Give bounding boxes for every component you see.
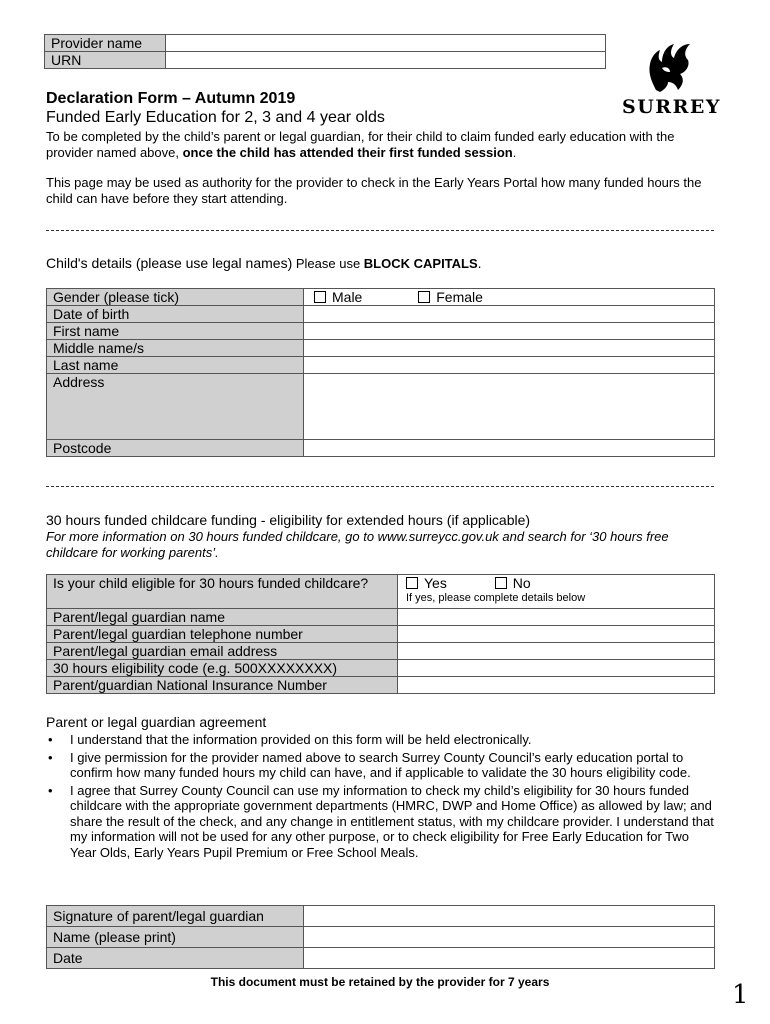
gender-options bbox=[304, 289, 715, 306]
print-name-label: Name (please print) bbox=[47, 927, 304, 948]
ni-number-label: Parent/guardian National Insurance Number bbox=[47, 677, 398, 694]
yes-label: Yes bbox=[424, 575, 447, 591]
child-section-title bbox=[46, 255, 482, 271]
first-name-field[interactable] bbox=[304, 323, 715, 340]
agreement-bullet-1: • I understand that the information provided on this form will be held electronically. bbox=[46, 732, 714, 748]
intro-text-end: . bbox=[512, 145, 517, 160]
surrey-logo-text: SURREY bbox=[622, 96, 721, 118]
last-name-field[interactable] bbox=[304, 357, 715, 374]
thirty-info-text: For more information on 30 hours funded childcare, go to www.surreycc.gov.uk and search for ‘30 hours free childcare for working parents’. bbox=[46, 529, 669, 560]
child-title-part1: Child's details (please use legal names) bbox=[46, 255, 293, 271]
eligibility-code-field[interactable] bbox=[398, 660, 715, 677]
yes-checkbox[interactable] bbox=[406, 577, 418, 589]
postcode-label: Postcode bbox=[47, 440, 304, 457]
surrey-logo bbox=[618, 38, 721, 122]
urn-label: URN bbox=[45, 52, 166, 69]
no-label: No bbox=[512, 575, 531, 591]
divider-2 bbox=[46, 486, 714, 487]
child-title-end: . bbox=[477, 255, 482, 271]
date-field[interactable] bbox=[304, 948, 715, 969]
address-label: Address bbox=[47, 374, 304, 440]
intro-text-part1: To be completed by the child’s parent or legal guardian, for their child to claim funded early education with the provider named above, bbox=[46, 129, 675, 160]
guardian-phone-field[interactable] bbox=[398, 626, 715, 643]
eligibility-code-label: 30 hours eligibility code (e.g. 500XXXXXXXX) bbox=[47, 660, 398, 677]
signature-table bbox=[46, 905, 715, 969]
signature-field[interactable] bbox=[304, 906, 715, 927]
dob-field[interactable] bbox=[304, 306, 715, 323]
guardian-name-field[interactable] bbox=[398, 609, 715, 626]
middle-name-label: Middle name/s bbox=[47, 340, 304, 357]
guardian-email-field[interactable] bbox=[398, 643, 715, 660]
thirty-section-title: 30 hours funded childcare funding - eligibility for extended hours (if applicable) bbox=[46, 512, 531, 528]
intro-text bbox=[46, 129, 722, 161]
date-label: Date bbox=[47, 948, 304, 969]
guardian-email-label: Parent/legal guardian email address bbox=[47, 643, 398, 660]
stag-icon bbox=[618, 38, 718, 98]
agreement-bullet-3: • I agree that Surrey County Council can use my information to check my child’s eligibility for 30 hours funded childcare with the appropriate government departments (HMRC, DWP and Home Office) as allowed by law; and share the result of the check, and any change in entitlement status, with my childcare provider. I understand that my information will not be used for any other purpose, or to check eligibility for Free Early Education for Two Year Olds, Early Years Pupil Premium or Free School Meals. bbox=[46, 783, 714, 861]
retain-note: This document must be retained by the provider for 7 years bbox=[210, 975, 550, 989]
yes-note: If yes, please complete details below bbox=[406, 592, 586, 604]
guardian-phone-label: Parent/legal guardian telephone number bbox=[47, 626, 398, 643]
ni-number-field[interactable] bbox=[398, 677, 715, 694]
authority-text: This page may be used as authority for the provider to check in the Early Years Portal how many funded hours the child can have before they start attending. bbox=[46, 175, 702, 206]
provider-name-label: Provider name bbox=[45, 35, 166, 52]
eligible-options bbox=[398, 575, 715, 609]
provider-table bbox=[44, 34, 606, 69]
intro-text-bold: once the child has attended their first funded session bbox=[182, 145, 513, 160]
eligible-label: Is your child eligible for 30 hours funded childcare? bbox=[47, 575, 398, 609]
form-title: Declaration Form – Autumn 2019 bbox=[46, 90, 296, 107]
male-checkbox[interactable] bbox=[314, 291, 326, 303]
last-name-label: Last name bbox=[47, 357, 304, 374]
page-number: 1 bbox=[732, 980, 749, 1010]
thirty-hours-table bbox=[46, 574, 715, 694]
male-label: Male bbox=[332, 289, 363, 305]
agreement-bullet-2: • I give permission for the provider named above to search Surrey County Council’s early education portal to confirm how many funded hours my child can have, and if applicable to validate the 30 hours eligibility code. bbox=[46, 750, 714, 781]
urn-field[interactable] bbox=[166, 52, 606, 69]
postcode-field[interactable] bbox=[304, 440, 715, 457]
dob-label: Date of birth bbox=[47, 306, 304, 323]
form-subtitle: Funded Early Education for 2, 3 and 4 year olds bbox=[46, 109, 385, 126]
guardian-name-label: Parent/legal guardian name bbox=[47, 609, 398, 626]
female-label: Female bbox=[436, 289, 483, 305]
provider-name-field[interactable] bbox=[166, 35, 606, 52]
signature-label: Signature of parent/legal guardian bbox=[47, 906, 304, 927]
child-title-bold: BLOCK CAPITALS bbox=[363, 256, 478, 271]
print-name-field[interactable] bbox=[304, 927, 715, 948]
no-checkbox[interactable] bbox=[495, 577, 507, 589]
gender-label: Gender (please tick) bbox=[47, 289, 304, 306]
middle-name-field[interactable] bbox=[304, 340, 715, 357]
divider-1 bbox=[46, 230, 714, 231]
first-name-label: First name bbox=[47, 323, 304, 340]
address-field[interactable] bbox=[304, 374, 715, 440]
agreement-list bbox=[46, 732, 714, 862]
agreement-title: Parent or legal guardian agreement bbox=[46, 714, 267, 730]
child-details-table bbox=[46, 288, 715, 457]
female-checkbox[interactable] bbox=[418, 291, 430, 303]
child-title-part2: Please use bbox=[292, 256, 364, 271]
